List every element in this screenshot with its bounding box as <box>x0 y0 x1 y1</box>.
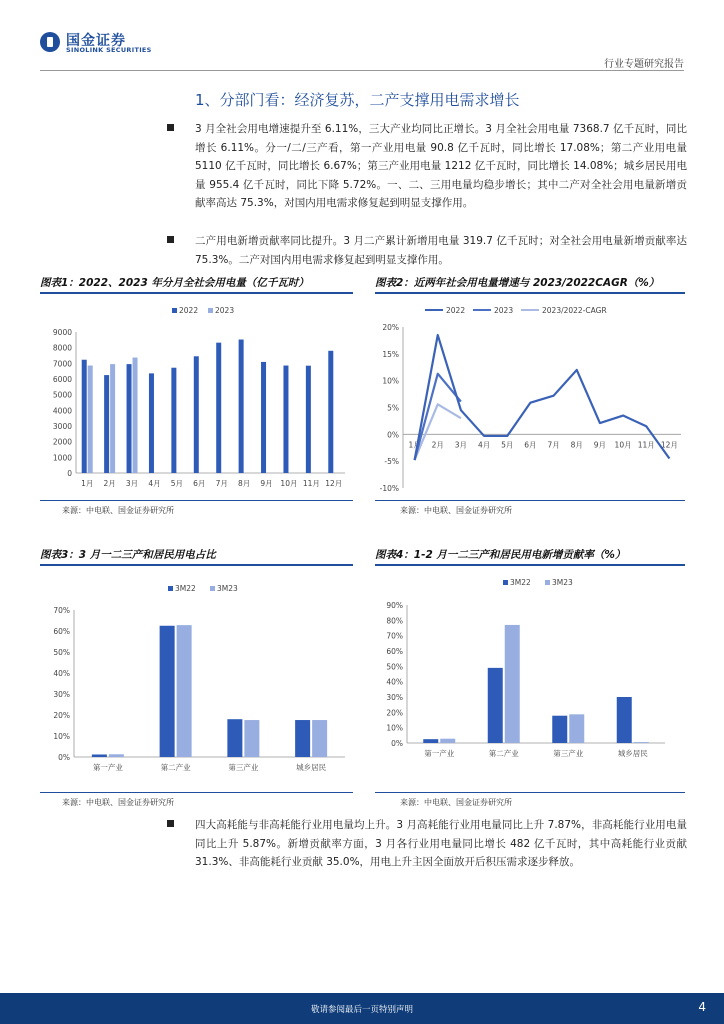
y-tick-label: 2000 <box>52 437 72 447</box>
x-tick-label: 2月 <box>103 479 116 488</box>
legend-label: 3M23 <box>552 578 573 587</box>
bar-2023-2月 <box>110 364 115 473</box>
figure-2-title: 图表2：近两年社会用电量增速与 2023/2022CAGR（%） <box>375 277 660 289</box>
y-tick-label: 40% <box>53 669 70 678</box>
bar-2022-9月 <box>261 362 266 473</box>
legend-label: 2023 <box>215 306 235 315</box>
y-tick-label: 7000 <box>52 359 72 369</box>
bar-3M22-城乡居民 <box>617 697 632 743</box>
x-tick-label: 第一产业 <box>424 749 455 758</box>
y-tick-label: 10% <box>382 376 399 386</box>
y-tick-label: 9000 <box>52 328 72 337</box>
bar-2022-11月 <box>306 366 311 473</box>
y-tick-label: 30% <box>53 690 70 699</box>
y-tick-label: 20% <box>386 708 403 718</box>
y-tick-label: 60% <box>386 647 403 656</box>
y-tick-label: 50% <box>53 648 70 657</box>
y-tick-label: 0% <box>58 753 70 762</box>
paragraph-1 <box>195 120 687 213</box>
x-tick-label: 1月 <box>408 440 421 450</box>
figure-1-source: 来源：中电联、国金证券研究所 <box>62 506 174 515</box>
legend-label: 3M23 <box>217 584 238 593</box>
x-tick-label: 6月 <box>193 479 206 488</box>
bar-2022-3月 <box>127 364 132 473</box>
x-tick-label: 城乡居民 <box>296 763 327 772</box>
y-tick-label: 0% <box>391 739 403 748</box>
x-tick-label: 6月 <box>524 440 537 450</box>
y-tick-label: 6000 <box>52 375 72 384</box>
legend-label: 2023 <box>494 306 514 315</box>
y-tick-label: 20% <box>53 711 70 720</box>
page-number: 4 <box>698 1000 706 1014</box>
figure-2-bottomline <box>375 500 685 501</box>
y-tick-label: 10% <box>53 732 70 741</box>
paragraph-2 <box>195 232 687 269</box>
y-tick-label: 80% <box>386 616 403 626</box>
y-tick-label: 70% <box>53 606 70 615</box>
bar-3M23-第二产业 <box>505 625 520 743</box>
x-tick-label: 1月 <box>81 479 94 488</box>
x-tick-label: 7月 <box>547 440 560 450</box>
bar-3M23-第三产业 <box>244 720 259 757</box>
figure-3-source: 来源：中电联、国金证券研究所 <box>62 798 174 807</box>
chart-share-by-sector <box>40 568 353 788</box>
bar-3M22-第一产业 <box>423 739 438 743</box>
bar-3M23-第三产业 <box>569 714 584 743</box>
paragraph-3-text: 四大高耗能与非高耗能行业用电量均上升。3 月高耗能行业用电量同比上升 7.87%，非高耗能行业用电量同比上升 5.87%。新增贡献率方面，3 月各行业用电量同比增长 482 亿千瓦时，其中高耗能行业贡献 31.3%、非高能耗行业贡献 35.0%，用电上升主因全面放开后积压需求逐步释放。 <box>195 819 687 869</box>
y-tick-label: 5% <box>387 403 399 413</box>
bar-2023-1月 <box>88 366 93 473</box>
x-tick-label: 9月 <box>593 440 607 450</box>
y-tick-label: 0% <box>387 430 399 440</box>
bar-2022-2月 <box>104 375 109 473</box>
y-tick-label: 60% <box>53 627 70 636</box>
y-tick-label: 4000 <box>52 406 72 416</box>
y-tick-label: -5% <box>384 457 399 467</box>
logo-subtext: SINOLINK SECURITIES <box>66 46 152 54</box>
y-tick-label: 3000 <box>52 422 72 431</box>
legend-label: 2022 <box>446 306 466 315</box>
x-tick-label: 第二产业 <box>160 763 191 772</box>
x-tick-label: 8月 <box>570 440 583 450</box>
figure-4-topline <box>375 564 685 566</box>
bar-2022-7月 <box>216 343 221 473</box>
legend-swatch <box>172 308 177 313</box>
figure-4-source: 来源：中电联、国金证券研究所 <box>400 798 512 807</box>
figure-2-topline <box>375 292 685 294</box>
figure-1-topline <box>40 292 353 294</box>
legend-label: 3M22 <box>175 584 196 593</box>
bar-3M22-第三产业 <box>552 716 567 743</box>
y-tick-label: 10% <box>386 723 403 733</box>
figure-1-title: 图表1：2022、2023 年分月全社会用电量（亿千瓦时） <box>40 277 309 289</box>
legend-swatch <box>208 308 213 313</box>
legend-swatch <box>503 580 508 585</box>
y-tick-label: 90% <box>386 601 403 610</box>
y-tick-label: 5000 <box>52 390 72 400</box>
x-tick-label: 4月 <box>477 440 491 450</box>
bar-3M22-城乡居民 <box>295 720 310 757</box>
report-type: 行业专题研究报告 <box>604 59 684 70</box>
x-tick-label: 第二产业 <box>488 749 519 758</box>
x-tick-label: 3月 <box>454 440 468 450</box>
y-tick-label: -10% <box>379 484 399 493</box>
bar-2022-10月 <box>283 366 288 473</box>
legend-swatch <box>168 586 173 591</box>
bar-3M23-城乡居民 <box>312 720 327 757</box>
x-tick-label: 11月 <box>637 440 655 450</box>
section-title: 1、分部门看：经济复苏，二产支撑用电需求增长 <box>195 91 520 109</box>
y-tick-label: 0 <box>67 469 72 478</box>
y-tick-label: 8000 <box>52 343 72 353</box>
x-tick-label: 3月 <box>125 479 139 488</box>
y-tick-label: 15% <box>382 349 399 359</box>
bar-3M23-城乡居民 <box>634 742 649 743</box>
bar-3M22-第二产业 <box>160 626 175 757</box>
bar-2022-6月 <box>194 356 199 473</box>
x-tick-label: 10月 <box>614 440 632 450</box>
x-tick-label: 5月 <box>501 440 514 450</box>
bar-2022-12月 <box>328 351 333 473</box>
bar-2022-8月 <box>239 340 244 473</box>
y-tick-label: 40% <box>386 677 403 687</box>
x-tick-label: 2月 <box>431 440 444 450</box>
bullet-icon <box>167 820 174 827</box>
x-tick-label: 10月 <box>280 479 298 488</box>
paragraph-3 <box>195 816 687 872</box>
header-divider <box>40 70 684 71</box>
x-tick-label: 12月 <box>660 440 678 450</box>
y-tick-label: 50% <box>386 662 403 672</box>
footer-disclaimer: 敬请参阅最后一页特别声明 <box>310 1005 413 1015</box>
logo-text: 国金证券 <box>66 33 126 49</box>
bar-2022-1月 <box>82 360 87 473</box>
legend-label: 2023/2022-CAGR <box>542 306 607 315</box>
figure-1-bottomline <box>40 500 353 501</box>
bar-2022-5月 <box>171 368 176 473</box>
figure-3-bottomline <box>40 792 353 793</box>
x-tick-label: 12月 <box>325 479 343 488</box>
figure-4-title: 图表4：1-2 月一二三产和居民用电新增贡献率（%） <box>375 549 626 561</box>
figure-2-source: 来源：中电联、国金证券研究所 <box>400 506 512 515</box>
y-tick-label: 20% <box>382 323 399 332</box>
bar-2023-3月 <box>133 358 138 473</box>
bar-3M23-第二产业 <box>177 625 192 757</box>
bullet-icon <box>167 124 174 131</box>
paragraph-1-text: 3 月全社会用电增速提升至 6.11%，三大产业均同比正增长。3 月全社会用电量 7368.7 亿千瓦时，同比增长 6.11%。分一/二/三产看，第一产业用电量 90.8 亿千瓦时，同比增长 17.08%；第二产业用电量 5110 亿千瓦时，同比增长 6.67%；第三产业用电量 1212 亿千瓦时，同比增长 14.08%；城乡居民用电量 955.4 亿千瓦时，同比下降 5.72%。一、二、三用电量均稳步增长；其中二产对全社会用电量新增贡献率高达 75.3%，对国内用电需求修复起到明显支撑作用。 <box>195 123 687 210</box>
chart-contribution-by-sector <box>375 568 685 788</box>
bar-3M23-第一产业 <box>109 754 124 757</box>
x-tick-label: 7月 <box>215 479 228 488</box>
logo-icon <box>40 32 60 52</box>
figure-3-title: 图表3：3 月一二三产和居民用电占比 <box>40 549 216 561</box>
y-tick-label: 1000 <box>52 453 72 463</box>
y-tick-label: 30% <box>386 693 403 702</box>
legend-swatch <box>210 586 215 591</box>
y-tick-label: 70% <box>386 631 403 641</box>
x-tick-label: 9月 <box>260 479 273 488</box>
x-tick-label: 第三产业 <box>553 749 584 758</box>
bar-3M22-第三产业 <box>227 719 242 757</box>
bar-3M23-第一产业 <box>440 739 455 743</box>
bullet-icon <box>167 236 174 243</box>
x-tick-label: 第三产业 <box>228 763 259 772</box>
chart-growth-rate <box>375 296 685 496</box>
x-tick-label: 城乡居民 <box>617 749 648 758</box>
x-tick-label: 11月 <box>302 479 320 488</box>
x-tick-label: 5月 <box>170 479 184 488</box>
figure-3-topline <box>40 564 353 566</box>
legend-label: 2022 <box>179 306 199 315</box>
x-tick-label: 8月 <box>237 479 251 488</box>
bar-3M22-第二产业 <box>488 668 503 743</box>
legend-label: 3M22 <box>510 578 531 587</box>
bar-3M22-第一产业 <box>92 754 107 757</box>
x-tick-label: 4月 <box>148 479 161 488</box>
legend-swatch <box>545 580 550 585</box>
paragraph-2-text: 二产用电新增贡献率同比提升。3 月二产累计新增用电量 319.7 亿千瓦时；对全社会用电量新增贡献率达 75.3%。二产对国内用电需求修复起到明显支撑作用。 <box>195 235 687 266</box>
bar-2022-4月 <box>149 373 154 473</box>
chart-monthly-consumption <box>40 296 353 496</box>
x-tick-label: 第一产业 <box>92 763 123 772</box>
figure-4-bottomline <box>375 792 685 793</box>
